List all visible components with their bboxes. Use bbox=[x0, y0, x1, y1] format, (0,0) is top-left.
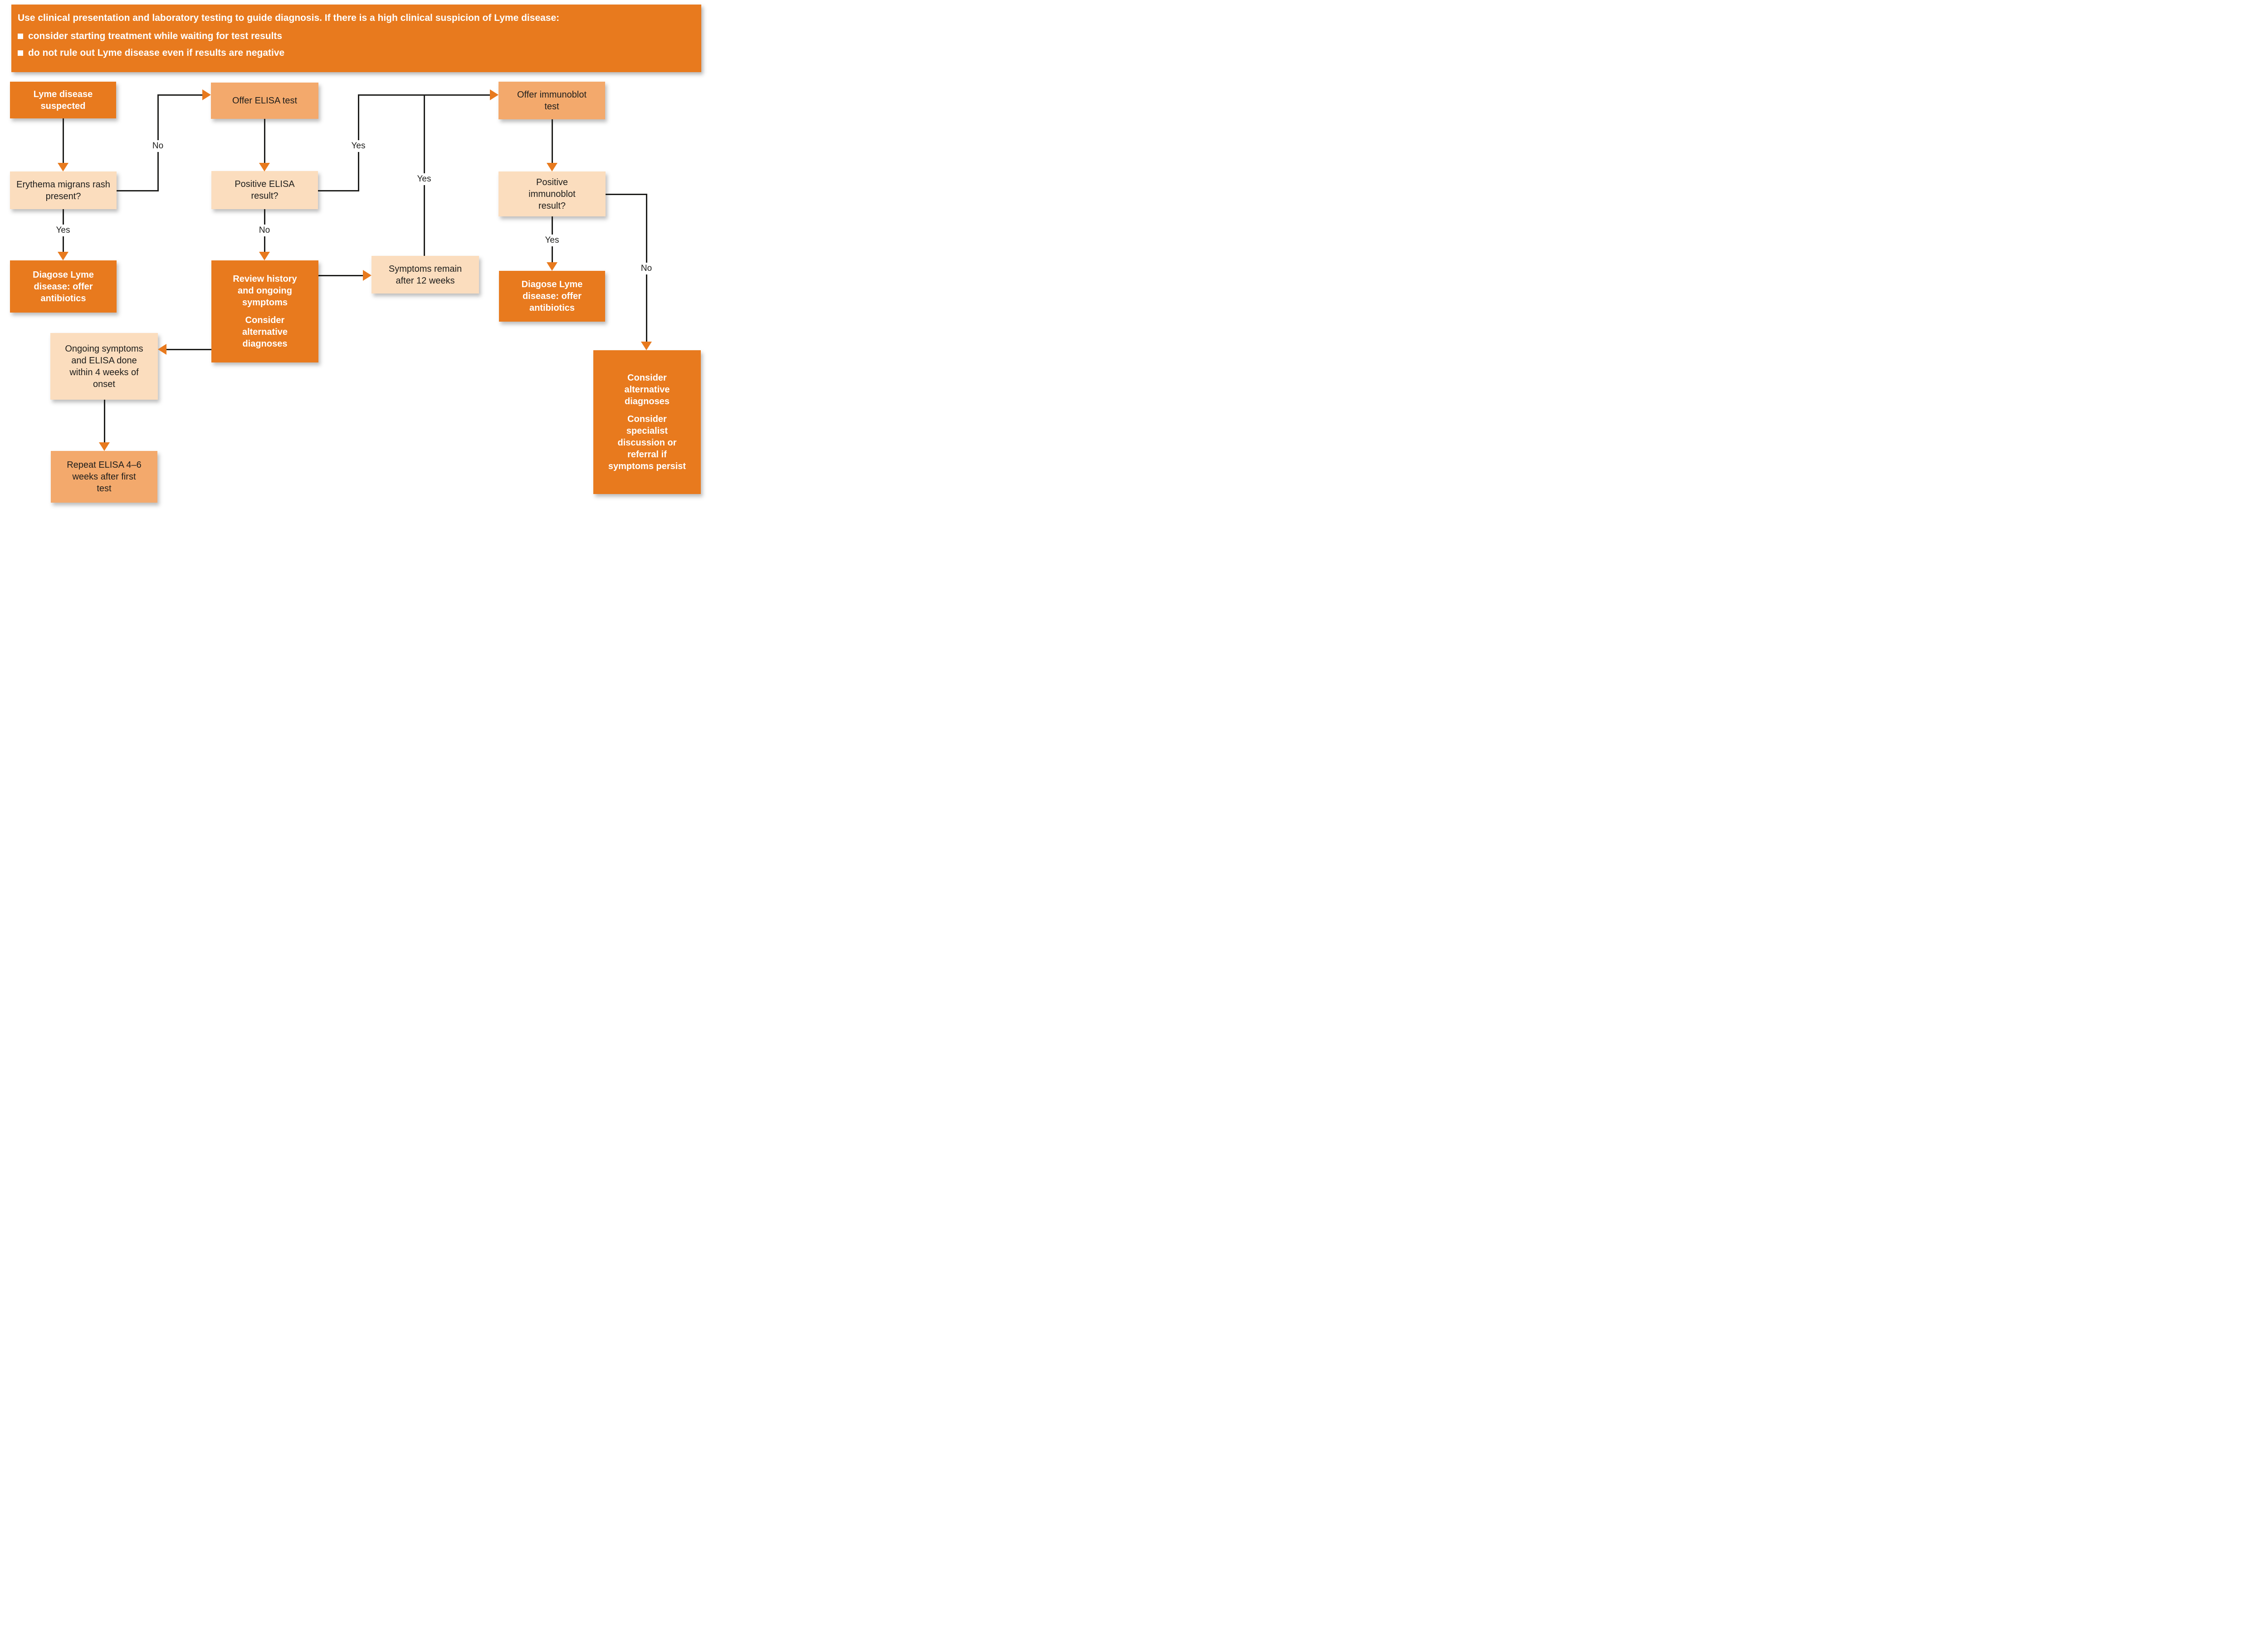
node-text: Offer immunoblot test bbox=[517, 89, 587, 112]
connector-to-offer-immunoblot bbox=[358, 94, 490, 96]
header-bullet-1-text: consider starting treatment while waiting for test results bbox=[28, 31, 283, 42]
edge-label-no: No bbox=[255, 225, 274, 236]
node-text: Symptoms remain after 12 weeks bbox=[388, 264, 462, 286]
header-bullet-2 bbox=[18, 48, 693, 59]
connector-erythema-right bbox=[117, 190, 158, 191]
header-bullet-1 bbox=[18, 31, 693, 42]
arrow-down-icon bbox=[641, 342, 652, 350]
arrow-down-icon bbox=[58, 252, 68, 260]
connector-lyme-to-erythema bbox=[63, 118, 64, 163]
node-offer-immunoblot-test bbox=[499, 82, 605, 119]
arrow-down-icon bbox=[99, 442, 110, 451]
edge-label-yes: Yes bbox=[414, 173, 435, 185]
node-text: Ongoing symptoms and ELISA done within 4 weeks of onset bbox=[65, 343, 143, 389]
arrow-down-icon bbox=[259, 163, 270, 171]
node-positive-immunoblot-question bbox=[499, 171, 606, 216]
bullet-square-icon bbox=[18, 34, 23, 39]
arrow-down-icon bbox=[547, 262, 557, 271]
node-text: Lyme disease suspected bbox=[33, 89, 93, 111]
node-text: Review history and ongoing symptoms bbox=[233, 274, 297, 308]
arrow-left-icon bbox=[158, 344, 166, 355]
edge-label-no: No bbox=[637, 263, 655, 274]
node-diagnose-lyme-right bbox=[499, 271, 605, 322]
node-symptoms-remain-12-weeks bbox=[371, 256, 479, 294]
node-consider-alternative bbox=[593, 350, 701, 494]
edge-label-yes: Yes bbox=[348, 140, 369, 152]
connector-review-to-ongoing bbox=[166, 349, 211, 350]
node-ongoing-symptoms-elisa bbox=[50, 333, 158, 400]
connector-immunoblot-result-right bbox=[606, 194, 647, 195]
node-review-history bbox=[211, 260, 318, 362]
header-bullet-2-text: do not rule out Lyme disease even if results are negative bbox=[28, 48, 285, 59]
arrow-right-icon bbox=[363, 270, 371, 281]
node-positive-elisa-question bbox=[211, 171, 318, 209]
node-text: Consider alternative diagnoses bbox=[624, 373, 670, 406]
edge-label-yes: Yes bbox=[53, 225, 74, 236]
node-text: Consider alternative diagnoses bbox=[242, 315, 288, 349]
arrow-right-icon bbox=[202, 89, 211, 100]
arrow-down-icon bbox=[547, 163, 557, 171]
arrow-right-icon bbox=[490, 89, 499, 100]
connector-ongoing-to-repeat bbox=[104, 400, 105, 443]
node-erythema-migrans-question bbox=[10, 171, 117, 209]
node-text: Erythema migrans rash present? bbox=[16, 179, 110, 201]
node-diagnose-lyme-left bbox=[10, 260, 117, 313]
node-text: Repeat ELISA 4–6 weeks after first test bbox=[67, 460, 142, 494]
connector-immunoblot-to-result bbox=[552, 119, 553, 163]
node-offer-elisa-test bbox=[211, 83, 318, 119]
connector-elisa-to-result bbox=[264, 119, 265, 163]
node-text: Diagose Lyme disease: offer antibiotics bbox=[33, 269, 94, 304]
node-text: Offer ELISA test bbox=[232, 96, 298, 106]
node-text: Consider specialist discussion or referral if symptoms persist bbox=[608, 414, 686, 471]
arrow-down-icon bbox=[259, 252, 270, 260]
node-text: Diagose Lyme disease: offer antibiotics bbox=[521, 279, 583, 313]
connector-result-right bbox=[318, 190, 359, 191]
node-repeat-elisa bbox=[51, 451, 157, 503]
edge-label-yes: Yes bbox=[542, 235, 563, 246]
node-text: Positive immunoblot result? bbox=[528, 177, 576, 211]
header-banner bbox=[11, 5, 701, 72]
node-lyme-disease-suspected bbox=[10, 82, 116, 118]
header-intro-text: Use clinical presentation and laboratory testing to guide diagnosis. If there is a high clinical suspicion of Lyme disease: bbox=[18, 13, 560, 23]
flowchart-canvas bbox=[0, 0, 711, 513]
edge-label-no: No bbox=[149, 140, 167, 152]
connector-review-to-symptoms bbox=[318, 275, 363, 276]
bullet-square-icon bbox=[18, 50, 23, 56]
arrow-down-icon bbox=[58, 163, 68, 171]
connector-corner-to-offer-elisa bbox=[157, 94, 202, 96]
node-text: Positive ELISA result? bbox=[235, 179, 295, 201]
